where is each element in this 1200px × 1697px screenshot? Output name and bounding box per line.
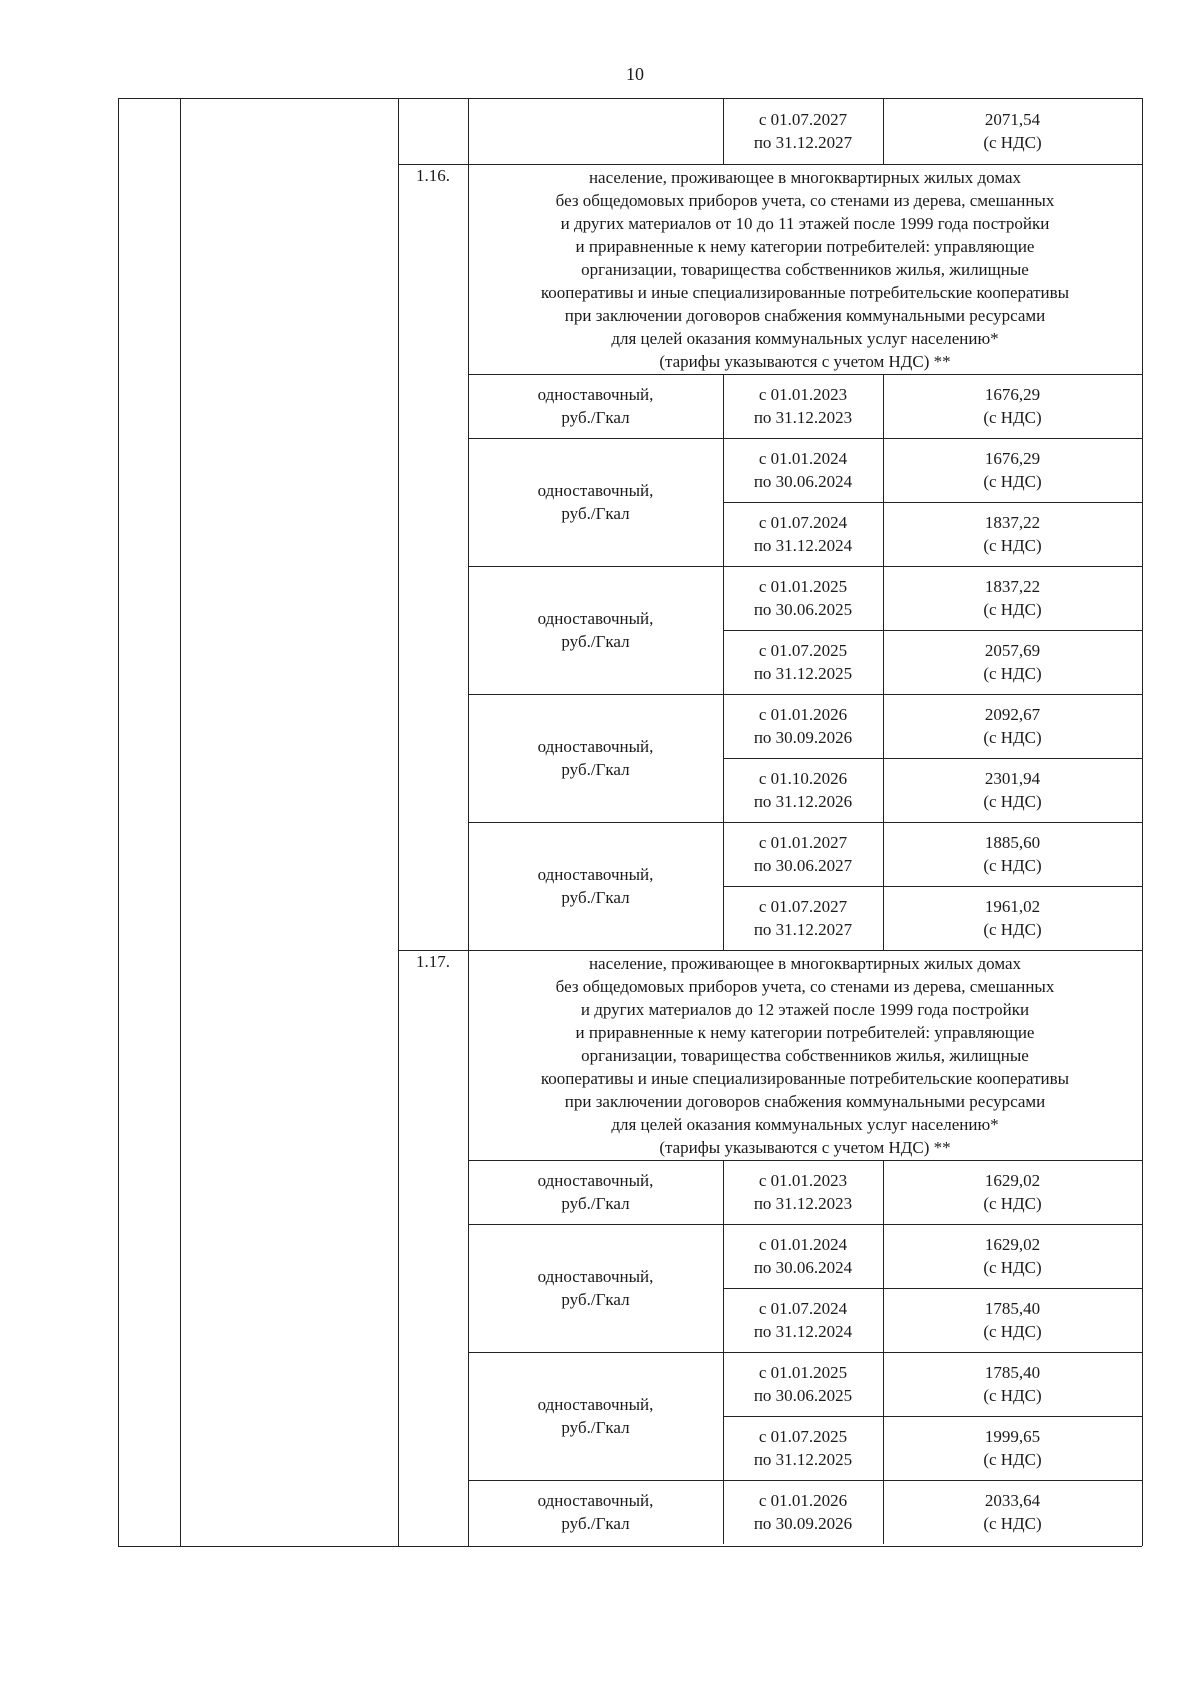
tariff-value-cell [883,438,1142,502]
tariff-type-cell [468,1224,723,1352]
section-number: 1.17. [416,952,450,971]
section-rule [398,950,1142,951]
tariff-type-cell [468,1480,723,1544]
tariff-value-cell-line: (с НДС) [983,1514,1042,1533]
tariff-value-cell [883,374,1142,438]
period-cell-line: по 30.06.2027 [753,856,853,875]
tariff-value-cell [883,822,1142,886]
tariff-type-cell [468,566,723,694]
description-line: организации, товарищества собственников жилья, жилищные [581,1046,1029,1065]
description-line: (тарифы указываются с учетом НДС) ** [659,1138,951,1157]
period-cell-line: с 01.01.2023 [758,1171,848,1190]
tariff-type-cell-line: одноставочный, [537,385,654,404]
period-cell-line: по 30.09.2026 [753,728,853,747]
period-cell-line: по 31.12.2026 [753,792,853,811]
description-line: организации, товарищества собственников жилья, жилищные [581,260,1029,279]
tariff-value-cell [883,502,1142,566]
tariff-type-cell-line: руб./Гкал [561,1290,630,1309]
tariff-value-cell-line: 1785,40 [984,1363,1041,1382]
description-line: кооперативы и иные специализированные потребительские кооперативы [540,1069,1070,1088]
tariff-value-cell-line: 1629,02 [984,1171,1041,1190]
description-line: и других материалов от 10 до 11 этажей после 1999 года постройки [560,214,1050,233]
tariff-type-cell [468,374,723,438]
period-cell-line: по 30.06.2025 [753,600,853,619]
tariff-value-cell-line: 1785,40 [984,1299,1041,1318]
description-line: население, проживающее в многоквартирных жилых домах [588,954,1022,973]
description-line: при заключении договоров снабжения коммунальными ресурсами [564,306,1046,325]
tariff-value-cell-line: (с НДС) [983,133,1042,152]
tariff-value-cell-line: 1999,65 [984,1427,1041,1446]
description-line: для целей оказания коммунальных услуг населению* [611,1115,999,1134]
period-cell-line: с 01.01.2023 [758,385,848,404]
period-cell [723,758,883,822]
period-cell-line: с 01.07.2027 [758,110,848,129]
tariff-value-cell [883,1160,1142,1224]
tariff-value-cell-line: (с НДС) [983,408,1042,427]
tariff-type-cell-line: руб./Гкал [561,408,630,427]
period-cell [723,630,883,694]
period-cell-line: по 30.06.2025 [753,1386,853,1405]
tariff-value-cell-line: 1676,29 [984,449,1041,468]
tariff-value-cell-line: 1629,02 [984,1235,1041,1254]
tariff-type-cell-line: руб./Гкал [561,1418,630,1437]
description-line: кооперативы и иные специализированные потребительские кооперативы [540,283,1070,302]
tariff-value-cell [883,1416,1142,1480]
description-line: и приравненные к нему категории потребителей: управляющие [575,1023,1035,1042]
tariff-value-cell-line: (с НДС) [983,1258,1042,1277]
tariff-type-cell-line: руб./Гкал [561,1194,630,1213]
tariff-value-cell-line: 2301,94 [984,769,1041,788]
period-cell [723,98,883,164]
period-cell [723,1288,883,1352]
description-line: без общедомовых приборов учета, со стенами из дерева, смешанных [555,977,1055,996]
period-cell [723,1480,883,1544]
section-number: 1.16. [416,166,450,185]
tariff-type-cell-line: одноставочный, [537,1491,654,1510]
description-line: (тарифы указываются с учетом НДС) ** [659,352,951,371]
tariff-value-cell-line: (с НДС) [983,856,1042,875]
tariff-type-cell-line: руб./Гкал [561,760,630,779]
period-cell-line: по 31.12.2027 [753,133,853,152]
period-cell-line: с 01.10.2026 [758,769,848,788]
tariff-value-cell-line: (с НДС) [983,792,1042,811]
tariff-value-cell-line: (с НДС) [983,920,1042,939]
row-rule [398,164,1142,165]
tariff-type-cell [468,1160,723,1224]
period-cell-line: с 01.07.2025 [758,641,848,660]
tariff-value-cell-line: 1837,22 [984,513,1041,532]
period-cell-line: по 31.12.2027 [753,920,853,939]
tariff-type-cell-line: одноставочный, [537,609,654,628]
tariff-value-cell-line: (с НДС) [983,536,1042,555]
period-cell [723,1224,883,1288]
period-cell-line: с 01.07.2024 [758,513,848,532]
tariff-value-cell [883,1224,1142,1288]
tariff-type-cell-line: одноставочный, [537,737,654,756]
period-cell [723,502,883,566]
period-cell-line: по 31.12.2025 [753,1450,853,1469]
period-cell [723,822,883,886]
tariff-value-cell-line: 2057,69 [984,641,1041,660]
tariff-value-cell [883,566,1142,630]
period-cell [723,1416,883,1480]
period-cell-line: по 31.12.2023 [753,1194,853,1213]
description-line: и приравненные к нему категории потребителей: управляющие [575,237,1035,256]
tariff-value-cell-line: (с НДС) [983,728,1042,747]
description-line: и других материалов до 12 этажей после 1999 года постройки [580,1000,1030,1019]
tariff-value-cell [883,758,1142,822]
tariff-type-cell-line: руб./Гкал [561,504,630,523]
period-cell-line: с 01.01.2025 [758,577,848,596]
period-cell-line: по 31.12.2025 [753,664,853,683]
period-cell-line: с 01.07.2027 [758,897,848,916]
period-cell-line: по 30.06.2024 [753,472,853,491]
tariff-value-cell-line: (с НДС) [983,472,1042,491]
tariff-value-cell-line: 1885,60 [984,833,1041,852]
tariff-value-cell [883,98,1142,164]
tariff-type-cell [468,694,723,822]
period-cell [723,886,883,950]
tariff-type-cell [468,822,723,950]
tariff-value-cell-line: (с НДС) [983,1194,1042,1213]
tariff-type-cell [468,1352,723,1480]
tariff-type-cell-line: руб./Гкал [561,1514,630,1533]
period-cell [723,566,883,630]
column-rule [180,98,181,1546]
section-description [468,952,1142,1159]
tariff-type-cell-line: руб./Гкал [561,632,630,651]
tariff-value-cell-line: 2033,64 [984,1491,1041,1510]
tariff-value-cell-line: (с НДС) [983,1450,1042,1469]
period-cell-line: с 01.01.2026 [758,705,848,724]
period-cell-line: по 30.06.2024 [753,1258,853,1277]
tariff-type-cell-line: одноставочный, [537,1171,654,1190]
tariff-type-cell-line: руб./Гкал [561,888,630,907]
table-right-rule [1142,98,1143,1546]
period-cell-line: по 30.09.2026 [753,1514,853,1533]
tariff-value-cell-line: 1961,02 [984,897,1041,916]
tariff-value-cell-line: 1676,29 [984,385,1041,404]
period-cell-line: с 01.01.2024 [758,449,848,468]
period-cell [723,1160,883,1224]
tariff-value-cell-line: 1837,22 [984,577,1041,596]
tariff-type-cell-line: одноставочный, [537,481,654,500]
description-line: при заключении договоров снабжения коммунальными ресурсами [564,1092,1046,1111]
period-cell [723,374,883,438]
tariff-type-cell-line: одноставочный, [537,1267,654,1286]
period-cell-line: с 01.01.2026 [758,1491,848,1510]
tariff-value-cell [883,1352,1142,1416]
tariff-value-cell [883,694,1142,758]
tariff-value-cell [883,1480,1142,1544]
table-bottom-rule [118,1546,1142,1547]
column-rule [398,98,399,1546]
period-cell-line: с 01.01.2027 [758,833,848,852]
tariff-value-cell [883,1288,1142,1352]
period-cell-line: по 31.12.2024 [753,1322,853,1341]
description-line: для целей оказания коммунальных услуг населению* [611,329,999,348]
tariff-value-cell-line: (с НДС) [983,1322,1042,1341]
period-cell-line: с 01.07.2025 [758,1427,848,1446]
tariff-value-cell [883,886,1142,950]
period-cell-line: с 01.01.2025 [758,1363,848,1382]
period-cell [723,1352,883,1416]
period-cell [723,694,883,758]
period-cell-line: с 01.07.2024 [758,1299,848,1318]
tariff-value-cell-line: (с НДС) [983,1386,1042,1405]
tariff-type-cell-line: одноставочный, [537,865,654,884]
tariff-value-cell-line: 2071,54 [984,110,1041,129]
tariff-type-cell [468,438,723,566]
period-cell [723,438,883,502]
page-number: 10 [626,64,644,84]
column-rule [468,98,469,164]
period-cell-line: по 31.12.2024 [753,536,853,555]
period-cell-line: по 31.12.2023 [753,408,853,427]
table-left-rule [118,98,119,1546]
description-line: без общедомовых приборов учета, со стенами из дерева, смешанных [555,191,1055,210]
tariff-value-cell-line: 2092,67 [984,705,1041,724]
section-description [468,166,1142,373]
description-line: население, проживающее в многоквартирных жилых домах [588,168,1022,187]
tariff-type-cell-line: одноставочный, [537,1395,654,1414]
period-cell-line: с 01.01.2024 [758,1235,848,1254]
tariff-value-cell [883,630,1142,694]
tariff-value-cell-line: (с НДС) [983,600,1042,619]
tariff-value-cell-line: (с НДС) [983,664,1042,683]
